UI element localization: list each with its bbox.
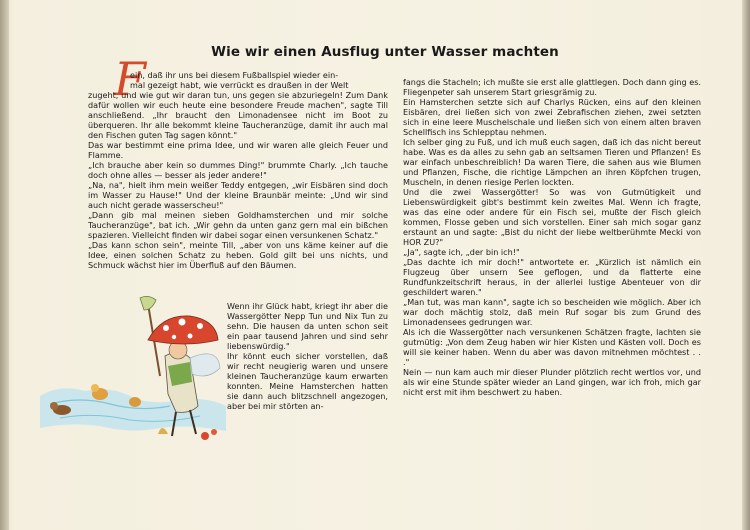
drop-cap: F (114, 52, 146, 106)
paragraph-7: Ihr könnt euch sicher vorstellen, daß wir recht neugierig waren und unsere kleinen Taucheranzüge kaum erwarten konnten. Meine Hamsterchen hatten sie dann auch blitzschnell angezogen, aber bei mir störten an- (227, 351, 388, 411)
paragraph-3: „Ich brauche aber kein so dummes Ding!" brummte Charly. „Ich tauche doch ohne alles — besser als jeder andere!" (88, 160, 388, 180)
right-paragraph-9: Nein — nun kam auch mir dieser Plunder plötzlich recht wertlos vor, und als wir eine Stunde später wieder an Land gingen, war ich froh, mich gar nicht erst mit ihm beschwert zu haben. (403, 367, 701, 397)
right-paragraph-8: Als ich die Wassergötter nach versunkenen Schätzen fragte, lachten sie gutmütig: „Von dem Zeug haben wir hier Kisten und Kästen voll. Doch es will sie keiner haben. Wenn du aber was davon mitnehmen möchtest . . ." (403, 327, 701, 367)
paragraph-6: „Das kann schon sein", meinte Till, „aber von uns käme keiner auf die Idee, einen solchen Schatz zu heben. Gold gilt bei uns nichts, und Schmuck wächst hier im Überfluß auf den Bäumen. (88, 240, 388, 270)
mushroom-gnome-illustration (40, 296, 226, 454)
paragraph-5: „Dann gib mal meinen sieben Goldhamsterchen und mir solche Taucheranzüge", bat ich. „Wir gehn da unten ganz gern mal ein bißchen spazieren. Vielleicht finden wir dabei sogar einen versunkenen Schatz." (88, 210, 388, 240)
paragraph-1a: ein, daß ihr uns bei diesem Fußballspiel wieder ein- (130, 70, 339, 80)
right-paragraph-7: „Man tut, was man kann", sagte ich so bescheiden wie möglich. Aber ich war doch mächtig stolz, daß mein Ruf sogar bis zum Grund des Limonadensees gedrungen war. (403, 297, 701, 327)
right-column (403, 77, 701, 397)
right-paragraph-1: fangs die Stacheln; ich mußte sie erst alle glattlegen. Doch dann ging es. Fliegenpeter sah unserem Start griesgrämig zu. (403, 77, 701, 97)
paragraph-6-cont: Wenn ihr Glück habt, kriegt ihr aber die Wassergötter Nepp Tun und Nix Tun zu sehn. Die hausen da unten schon seit ein paar tausend Jahren und sind sehr liebenswürdig." (227, 301, 388, 351)
paragraph-1b: mal gezeigt habt, wie verrückt es draußen in der Welt (130, 80, 349, 90)
paragraph-2: Das war bestimmt eine prima Idee, und wir waren alle gleich Feuer und Flamme. (88, 140, 388, 160)
right-paragraph-5: „Ja", sagte ich, „der bin ich!" (403, 247, 520, 257)
right-paragraph-4: Und die zwei Wassergötter! So was von Gutmütigkeit und Liebenswürdigkeit gibt's bestimmt kein zweites Mal. Wenn ich fragte, was das eine oder andere für ein Fisch sei, mußte der Fisch gleich kommen, Flosse geben und sich vorstellen. Einer sah mich sogar ganz erstaunt an und sagte: „Bist du nicht der liebe weltberühmte Mecki von HOR ZU?" (403, 187, 701, 247)
left-column (88, 70, 388, 270)
paragraph-4: „Na, na", hielt ihm mein weißer Teddy entgegen, „wir Eisbären sind doch im Wasser zu Hause!" Und der kleine Braunbär meinte: „Und wir sind auch nicht gerade wasserscheu!" (88, 180, 388, 210)
right-paragraph-3: Ich selber ging zu Fuß, und ich muß euch sagen, daß ich das nicht bereut habe. Was es da alles zu sehn gab an seltsamen Tieren und Pflanzen! Es war einfach unbeschreiblich! Da waren Tiere, die sahen aus wie Blumen und Pflanzen, Fische, die richtige Lämpchen an ihren Köpfchen trugen, Muscheln, in denen riesige Perlen lockten. (403, 137, 701, 187)
right-paragraph-6: „Das dachte ich mir doch!" antwortete er. „Kürzlich ist nämlich ein Flugzeug über unsern See geflogen, und da flatterte eine Rundfunkzeitschrift heraus, in der allerlei lustige Abenteuer von dir geschildert waren." (403, 257, 701, 297)
page-title: Wie wir einen Ausflug unter Wasser machten (211, 44, 559, 60)
page-edge (742, 0, 750, 530)
book-spine (0, 0, 9, 530)
right-paragraph-2: Ein Hamsterchen setzte sich auf Charlys Rücken, eins auf den kleinen Eisbären, drei ließen sich von zwei Zebrafischen ziehen, zwei setzten sich in eine leere Muschelschale und ließen sich von einem alten braven Schellfisch ins Schlepptau nehmen. (403, 97, 701, 137)
left-narrow-column (227, 301, 388, 411)
paragraph-1-rest: zugeht, und wie gut wir daran tun, uns gegen sie abzuriegeln! Zum Dank dafür wollen wir euch heute eine besondere Freude machen", sagte Till anschließend. „Ihr braucht den Limonadensee nicht im Boot zu überqueren. Ihr alle bekommt kleine Taucheranzüge, damit ihr auch mal den Fischen guten Tag sagen könnt." (88, 90, 388, 140)
